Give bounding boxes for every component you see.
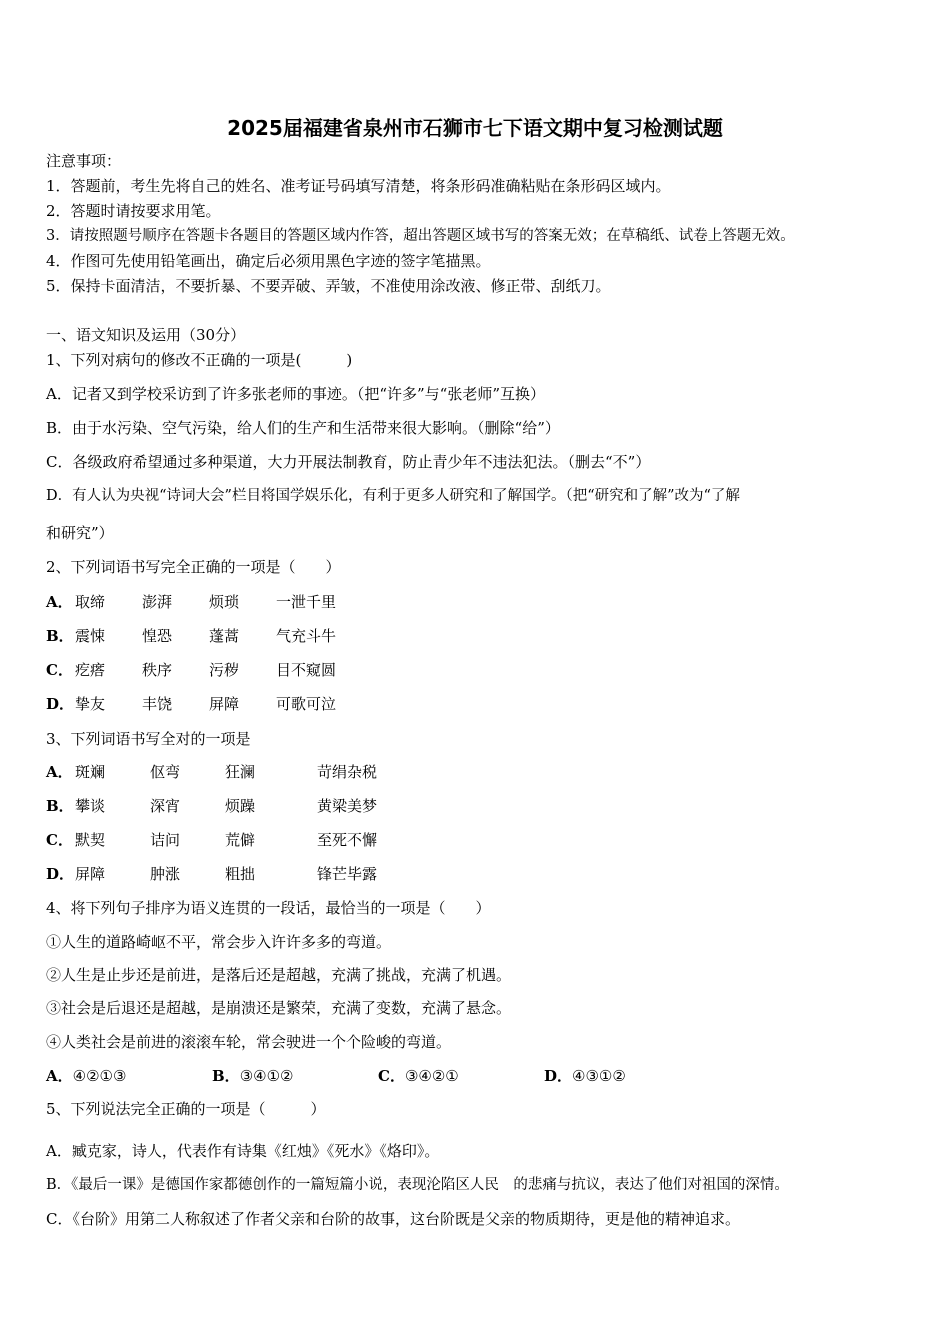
option-label: C．	[46, 831, 73, 849]
option-word: 肿涨	[150, 865, 181, 883]
question-4-sentence: ②人生是止步还是前进，是落后还是超越，充满了挑战，充满了机遇。	[46, 966, 512, 984]
question-1-option-d-continued: 和研究”）	[46, 524, 114, 542]
question-2-option-c	[46, 660, 336, 680]
option-label: A．	[46, 763, 73, 781]
option-word: 屏障	[75, 865, 106, 883]
question-1-option-d: D．有人认为央视“诗词大会”栏目将国学娱乐化，有利于更多人研究和了解国学。（把“研究和了解”改为“了解	[46, 488, 740, 504]
notice-heading: 注意事项：	[46, 152, 122, 170]
question-3-option-a	[46, 762, 377, 782]
question-2-option-b	[46, 626, 336, 646]
question-3-option-d	[46, 864, 377, 884]
option-word: 锋芒毕露	[317, 865, 378, 883]
option-label: D．	[46, 865, 75, 883]
option-text: ③④②①	[404, 1067, 459, 1085]
option-word: 黄梁美梦	[317, 797, 378, 815]
question-4-sentence: ①人生的道路崎岖不平，常会步入许许多多的弯道。	[46, 933, 392, 951]
option-label: A．	[46, 593, 73, 611]
option-word: 屏障	[209, 695, 240, 713]
question-1-option-b: B．由于水污染、空气污染，给人们的生产和生活带来很大影响。（删除“给”）	[46, 419, 560, 437]
question-3-stem: 3、下列词语书写全对的一项是	[46, 730, 251, 748]
option-word: 攀谈	[75, 797, 106, 815]
option-word: 澎湃	[142, 593, 173, 611]
option-label: B．	[46, 797, 74, 815]
option-word: 伛弯	[150, 763, 181, 781]
option-word: 目不窥圆	[276, 661, 337, 679]
option-label: B．	[212, 1067, 240, 1085]
option-text: ④③①②	[572, 1067, 626, 1085]
option-word: 烦躁	[225, 797, 256, 815]
option-word: 挚友	[75, 695, 106, 713]
question-5-option-a: A．臧克家，诗人，代表作有诗集《红烛》《死水》《烙印》。	[46, 1142, 440, 1160]
question-2-option-a	[46, 592, 336, 612]
option-word: 污秽	[209, 661, 240, 679]
notice-item: 4．作图可先使用铅笔画出，确定后必须用黑色字迹的签字笔描黑。	[46, 252, 491, 270]
option-label: C．	[378, 1067, 405, 1085]
option-word: 疙瘩	[75, 661, 106, 679]
option-word: 震悚	[75, 627, 106, 645]
notice-item: 5．保持卡面清洁，不要折暴、不要弄破、弄皱，不准使用涂改液、修正带、刮纸刀。	[46, 277, 611, 295]
option-label: A．	[46, 1067, 73, 1085]
option-word: 斑斓	[75, 763, 106, 781]
option-word: 默契	[75, 831, 106, 849]
option-word: 蓬蒿	[209, 627, 240, 645]
option-word: 深宵	[150, 797, 181, 815]
question-4-sentence: ③社会是后退还是超越，是崩溃还是繁荣，充满了变数，充满了悬念。	[46, 999, 512, 1017]
option-word: 气充斗牛	[276, 627, 337, 645]
notice-item: 1．答题前，考生先将自己的姓名、准考证号码填写清楚，将条形码准确粘贴在条形码区域内。	[46, 177, 671, 195]
question-4-options	[46, 1066, 626, 1086]
option-word: 狂澜	[225, 763, 256, 781]
option-word: 可歌可泣	[276, 695, 337, 713]
option-label: B．	[46, 627, 74, 645]
option-text: ③④①②	[239, 1067, 294, 1085]
option-word: 粗拙	[225, 865, 256, 883]
question-5-stem: 5、下列说法完全正确的一项是（ ）	[46, 1100, 326, 1118]
question-4-option-b	[212, 1066, 378, 1086]
section-heading: 一、语文知识及运用（30分）	[46, 326, 246, 344]
question-4-option-c	[378, 1066, 544, 1086]
page-title: 2025届福建省泉州市石狮市七下语文期中复习检测试题	[227, 116, 723, 140]
option-word: 惶恐	[142, 627, 173, 645]
option-word: 至死不懈	[317, 831, 378, 849]
notice-item: 3．请按照题号顺序在答题卡各题目的答题区域内作答，超出答题区域书写的答案无效；在草稿纸、试卷上答题无效。	[46, 228, 795, 244]
option-word: 荒僻	[225, 831, 256, 849]
question-5-option-b: B．《最后一课》是德国作家都德创作的一篇短篇小说，表现沦陷区人民 的悲痛与抗议，表达了他们对祖国的深情。	[46, 1177, 789, 1193]
option-label: D．	[544, 1067, 573, 1085]
question-4-sentence: ④人类社会是前进的滚滚车轮，常会驶进一个个险峻的弯道。	[46, 1033, 452, 1051]
option-label: D．	[46, 695, 75, 713]
option-word: 秩序	[142, 661, 173, 679]
question-3-option-c	[46, 830, 377, 850]
option-word: 苛绢杂税	[317, 763, 378, 781]
option-label: C．	[46, 661, 73, 679]
question-4-option-a	[46, 1066, 212, 1086]
question-1-option-c: C．各级政府希望通过多种渠道，大力开展法制教育，防止青少年不违法犯法。（删去“不”）	[46, 453, 651, 471]
question-3-option-b	[46, 796, 377, 816]
option-word: 烦琐	[209, 593, 240, 611]
question-1-stem: 1、下列对病句的修改不正确的一项是( )	[46, 351, 353, 369]
question-2-stem: 2、下列词语书写完全正确的一项是（ ）	[46, 558, 341, 576]
notice-item: 2．答题时请按要求用笔。	[46, 202, 221, 220]
option-text: ④②①③	[72, 1067, 127, 1085]
question-4-option-d	[544, 1066, 626, 1086]
option-word: 丰饶	[142, 695, 173, 713]
option-word: 取缔	[75, 593, 106, 611]
question-2-option-d	[46, 694, 336, 714]
question-5-option-c: C．《台阶》用第二人称叙述了作者父亲和台阶的故事，这台阶既是父亲的物质期待，更是他的精神追求。	[46, 1210, 740, 1228]
question-4-stem: 4、将下列句子排序为语义连贯的一段话，最恰当的一项是（ ）	[46, 899, 491, 917]
option-word: 一泄千里	[276, 593, 337, 611]
option-word: 诘问	[150, 831, 181, 849]
question-1-option-a: A．记者又到学校采访到了许多张老师的事迹。（把“许多”与“张老师”互换）	[46, 385, 546, 403]
